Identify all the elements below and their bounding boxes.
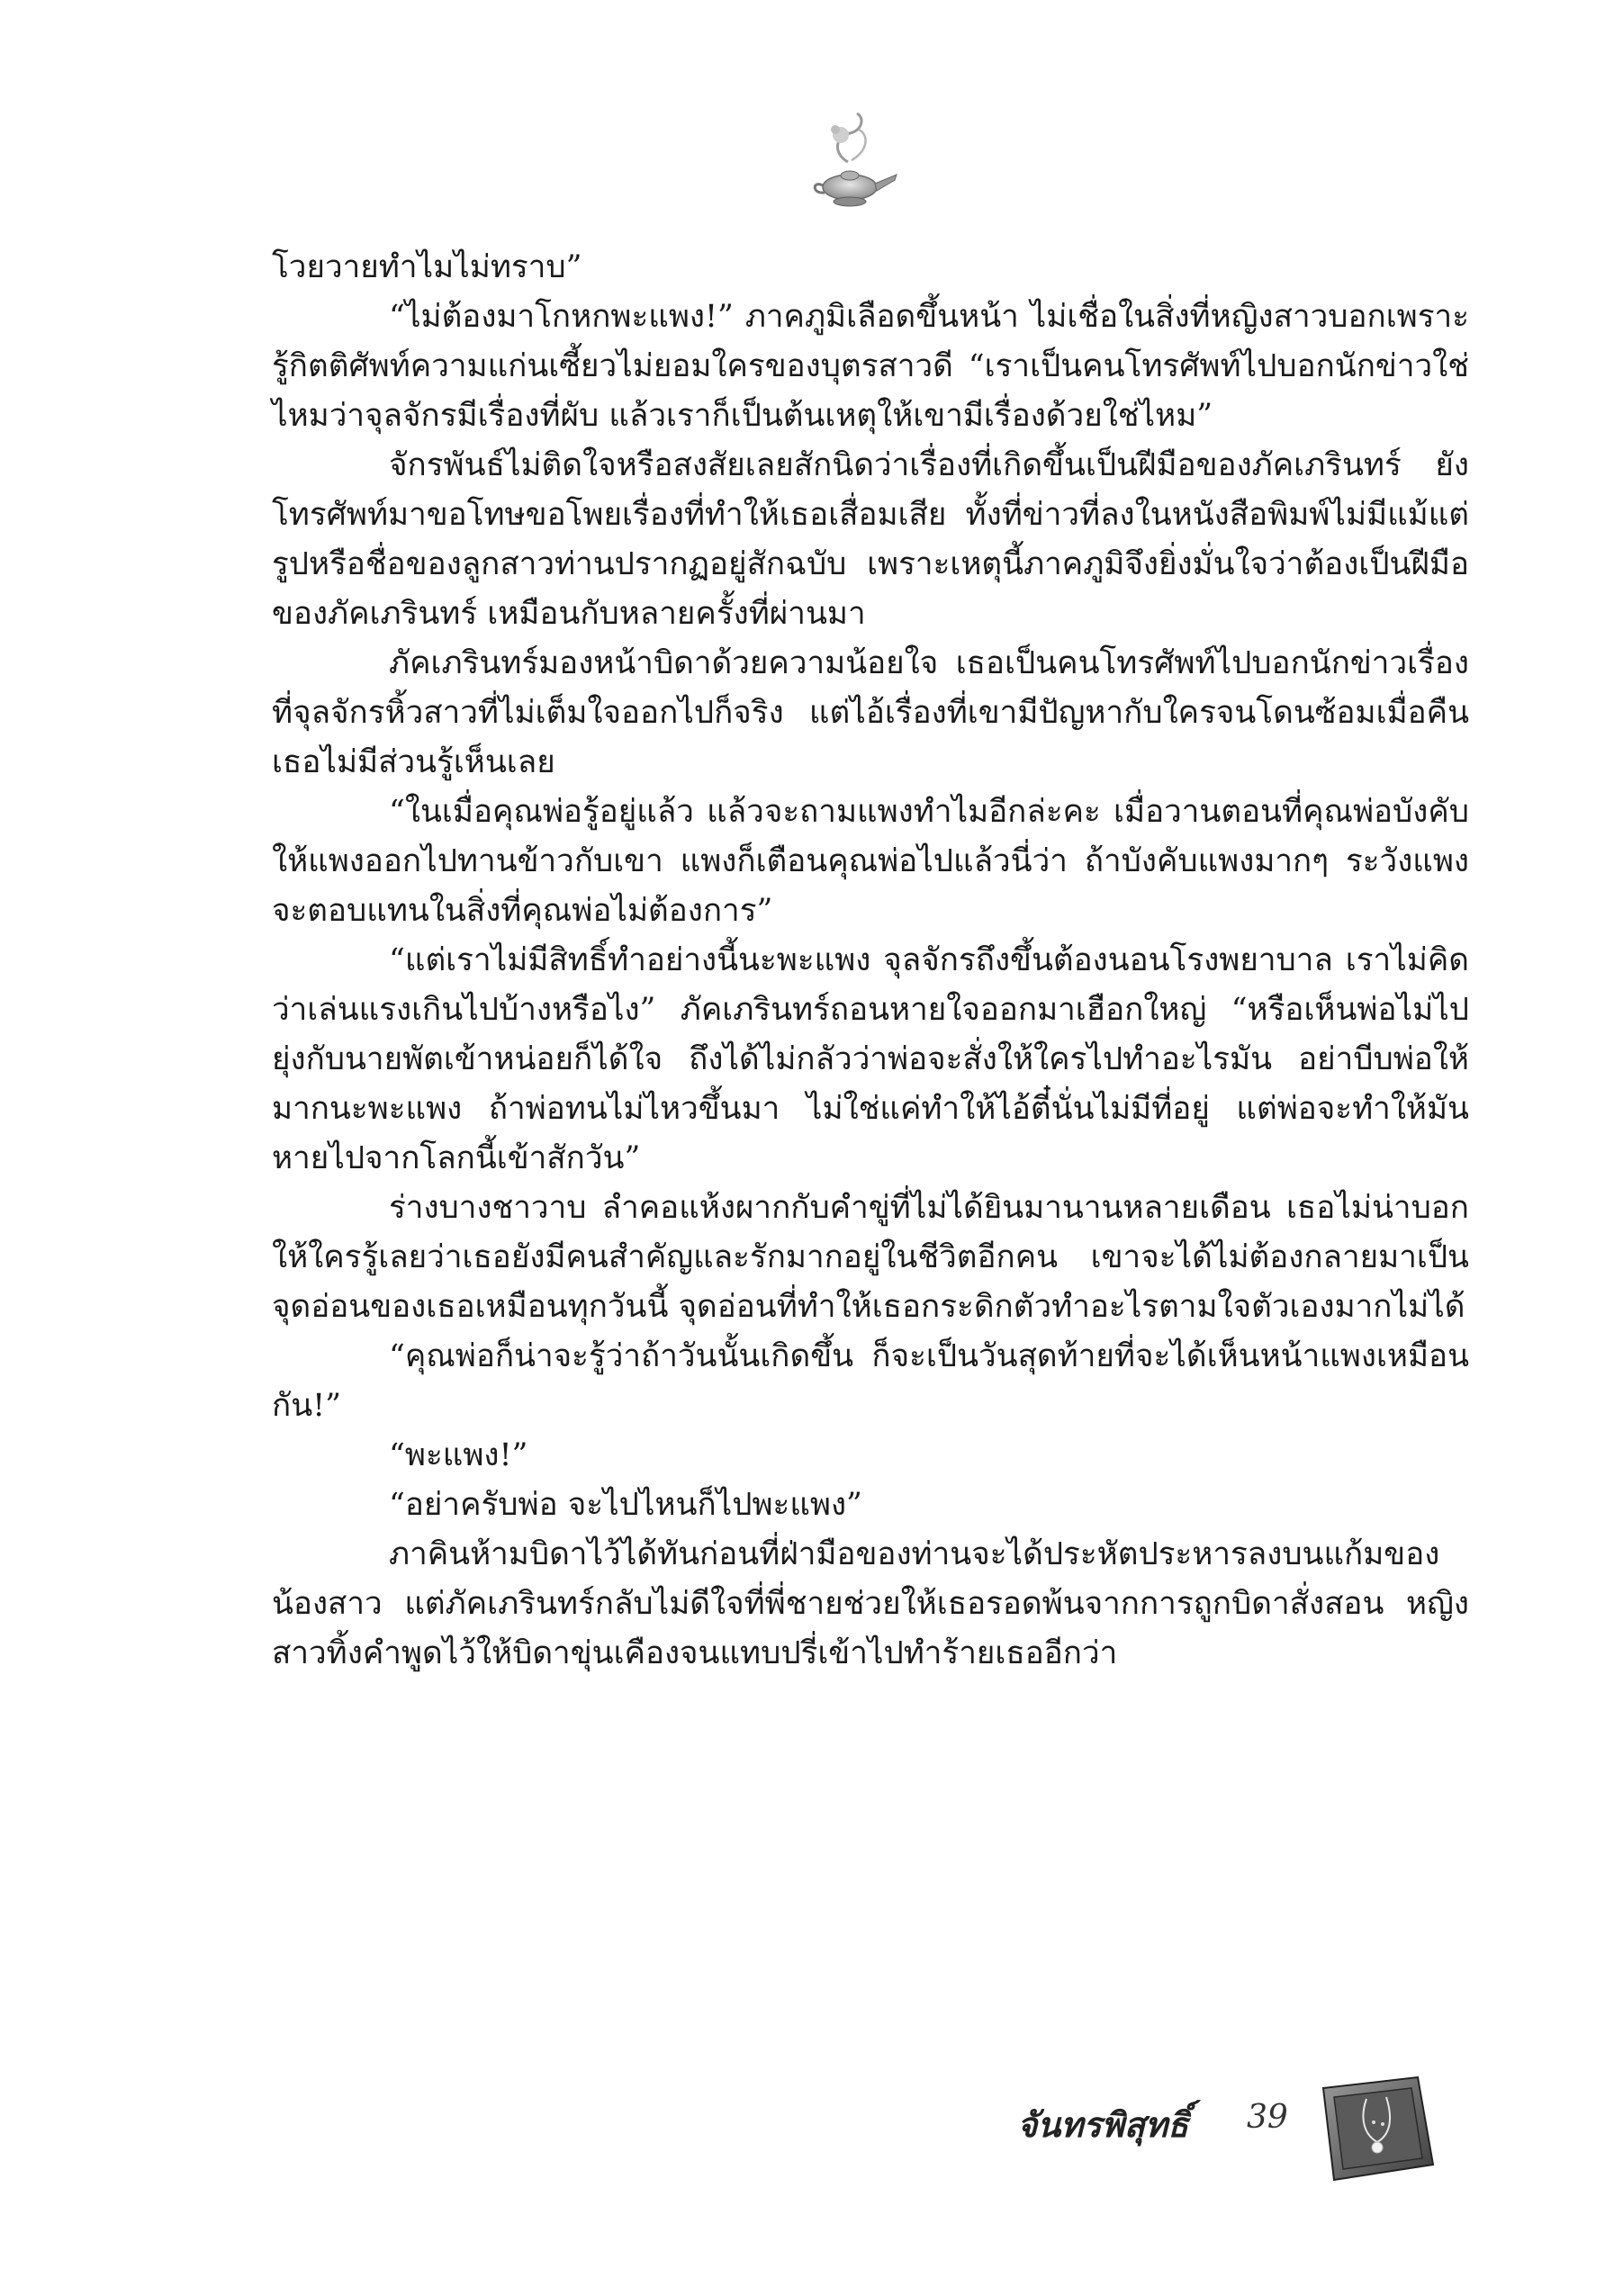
paragraph: จักรพันธ์ไม่ติดใจหรือสงสัยเลยสักนิดว่าเรื่องที่เกิดขึ้นเป็นฝีมือของภัคเภรินทร์ ยังโทรศัพท์มาขอโทษขอโพยเรื่องที่ทำให้เธอเสื่อมเสีย ทั้งที่ข่าวที่ลงในหนังสือพิมพ์ไม่มีแม้แต่รูปหรือชื่อของลูกสาวท่านปรากฏอยู่สักฉบับ เพราะเหตุนี้ภาคภูมิจึงยิ่งมั่นใจว่าต้องเป็นฝีมือของภัคเภรินทร์ เหมือนกับหลายครั้งที่ผ่านมา [272,447,1469,632]
paragraph: โวยวายทำไมไม่ทราบ” [272,249,582,285]
paragraph: “พะแพง!” [389,1437,528,1473]
paragraph: “ในเมื่อคุณพ่อรู้อยู่แล้ว แล้วจะถามแพงทำไมอีกล่ะคะ เมื่อวานตอนที่คุณพ่อบังคับให้แพงออกไปทานข้าวกับเขา แพงก็เตือนคุณพ่อไปแล้วนี่ว่า ถ้าบังคับแพงมากๆ ระวังแพงจะตอบแทนในสิ่งที่คุณพ่อไม่ต้องการ” [272,794,1469,929]
genie-lamp-icon [796,108,904,216]
paragraph: “แต่เราไม่มีสิทธิ์ทำอย่างนี้นะพะแพง จุลจักรถึงขึ้นต้องนอนโรงพยาบาล เราไม่คิดว่าเล่นแรงเกินไปบ้างหรือไง” ภัคเภรินทร์ถอนหายใจออกมาเฮือกใหญ่ “หรือเห็นพ่อไม่ไปยุ่งกับนายพัตเข้าหน่อยก็ได้ใจ ถึงได้ไม่กลัวว่าพ่อจะสั่งให้ใครไปทำอะไรมัน อย่าบีบพ่อให้มากนะพะแพง ถ้าพ่อทนไม่ไหวขึ้นมา ไม่ใช่แค่ทำให้ไอ้ตี๋นั่นไม่มีที่อยู่ แต่พ่อจะทำให้มันหายไปจากโลกนี้เข้าสักวัน” [272,942,1469,1176]
page-number: 39 [1247,2099,1288,2136]
book-title: จันทรพิสุทธิ์ [1017,2104,1189,2145]
paragraph: “ไม่ต้องมาโกหกพะแพง!” ภาคภูมิเลือดขึ้นหน้า ไม่เชื่อในสิ่งที่หญิงสาวบอกเพราะรู้กิตติศัพท์ความแก่นเซี้ยวไม่ยอมใครของบุตรสาวดี “เราเป็นคนโทรศัพท์ไปบอกนักข่าวใช่ไหมว่าจุลจักรมีเรื่องที่ผับ แล้วเราก็เป็นต้นเหตุให้เขามีเรื่องด้วยใช่ไหม” [272,299,1469,434]
paragraph: ภาคินห้ามบิดาไว้ได้ทันก่อนที่ฝ่ามือของท่านจะได้ประหัตประหารลงบนแก้มของน้องสาว แต่ภัคเภรินทร์กลับไม่ดีใจที่พี่ชายช่วยให้เธอรอดพ้นจากการถูกบิดาสั่งสอน หญิงสาวทิ้งคำพูดไว้ให้บิดาขุ่นเคืองจนแทบปรี่เข้าไปทำร้ายเธออีกว่า [272,1536,1469,1671]
jewelry-box-icon [1314,2070,1440,2187]
body-text [272,243,1469,1679]
paragraph: ภัคเภรินทร์มองหน้าบิดาด้วยความน้อยใจ เธอเป็นคนโทรศัพท์ไปบอกนักข่าวเรื่องที่จุลจักรหิ้วสาวที่ไม่เต็มใจออกไปก็จริง แต่ไอ้เรื่องที่เขามีปัญหากับใครจนโดนซ้อมเมื่อคืนเธอไม่มีส่วนรู้เห็นเลย [272,645,1469,780]
paragraph: “อย่าครับพ่อ จะไปไหนก็ไปพะแพง” [389,1487,862,1523]
paragraph: “คุณพ่อก็น่าจะรู้ว่าถ้าวันนั้นเกิดขึ้น ก็จะเป็นวันสุดท้ายที่จะได้เห็นหน้าแพงเหมือนกัน!” [272,1338,1469,1424]
paragraph: ร่างบางชาวาบ ลำคอแห้งผากกับคำขู่ที่ไม่ได้ยินมานานหลายเดือน เธอไม่น่าบอกให้ใครรู้เลยว่าเธอยังมีคนสำคัญและรักมากอยู่ในชีวิตอีกคน เขาจะได้ไม่ต้องกลายมาเป็นจุดอ่อนของเธอเหมือนทุกวันนี้ จุดอ่อนที่ทำให้เธอกระดิกตัวทำอะไรตามใจตัวเองมากไม่ได้ [272,1190,1469,1325]
page-footer [1008,2070,1440,2187]
